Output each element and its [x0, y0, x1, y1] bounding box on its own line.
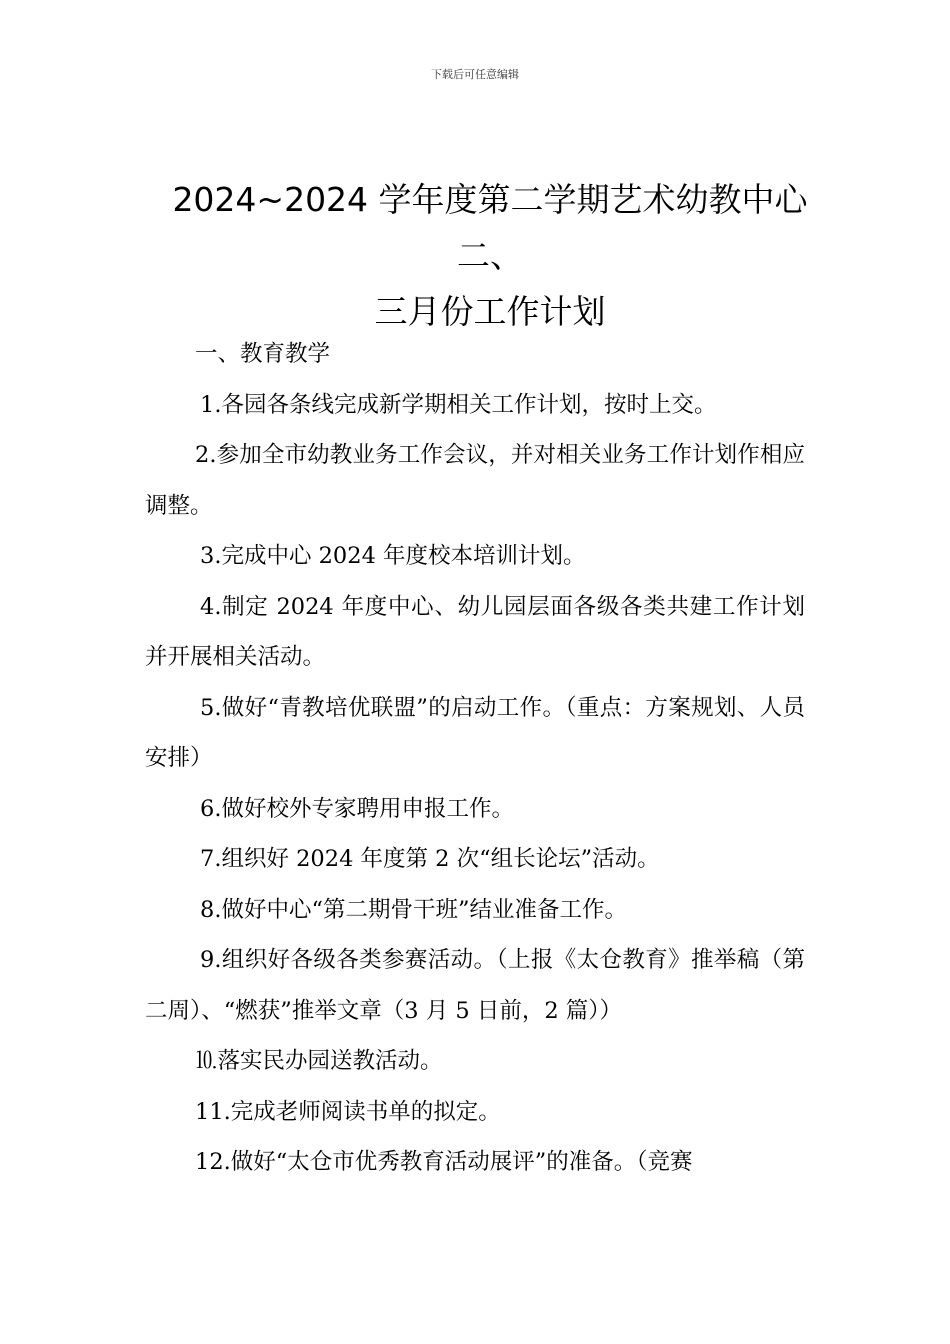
list-item: 7.组织好 2024 年度第 2 次“组长论坛”活动。 [200, 846, 660, 872]
document-title [140, 172, 840, 340]
list-item: 9.组织好各级各类参赛活动。（上报《太仓教育》推举稿（第二周）、“燃获”推举文章（3 月 5 日前，2 篇）） [145, 947, 805, 1024]
list-item: 12.做好“太仓市优秀教育活动展评”的准备。（竞赛 [195, 1149, 693, 1175]
header-note: 下载后可任意编辑 [431, 68, 519, 81]
list-item: 1.各园各条线完成新学期相关工作计划，按时上交。 [200, 391, 717, 418]
list-item: 4.制定 2024 年度中心、幼儿园层面各级各类共建工作计划并开展相关活动。 [145, 593, 805, 670]
list-item: ⒑落实民办园送教活动。 [195, 1048, 443, 1074]
title-line-1: 2024~2024 学年度第二学期艺术幼教中心二、 [172, 180, 808, 275]
list-item: 11.完成老师阅读书单的拟定。 [195, 1098, 501, 1125]
list-item: 5.做好“青教培优联盟”的启动工作。（重点：方案规划、人员安排） [145, 694, 805, 771]
list-item: 2.参加全市幼教业务工作会议，并对相关业务工作计划作相应调整。 [145, 442, 805, 519]
list-item: 3.完成中心 2024 年度校本培训计划。 [200, 543, 586, 569]
section-heading: 一、教育教学 [195, 341, 331, 367]
list-item: 8.做好中心“第二期骨干班”结业准备工作。 [200, 896, 627, 923]
list-item: 6.做好校外专家聘用申报工作。 [200, 795, 514, 822]
title-line-2: 三月份工作计划 [374, 292, 606, 331]
document-body [145, 329, 805, 1188]
